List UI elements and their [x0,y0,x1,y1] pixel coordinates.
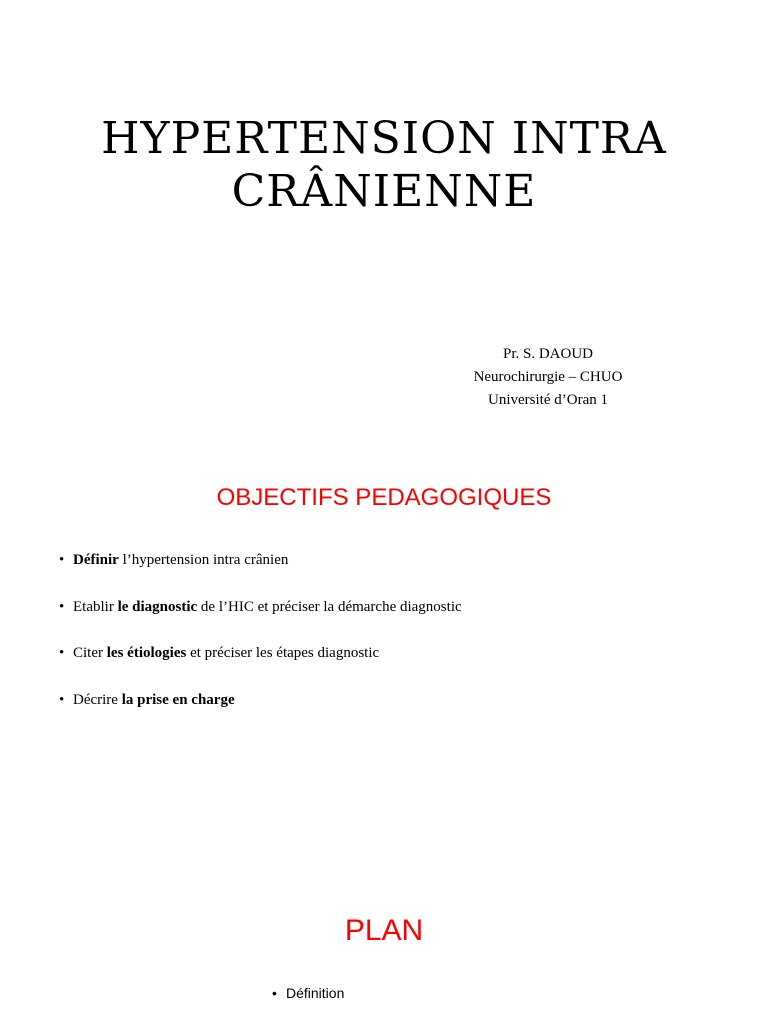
objective-text-bold: la prise en charge [121,691,235,708]
bullet-icon: • [59,645,65,661]
objective-text-bold: Définir [73,552,119,568]
bullet-icon: • [272,985,277,1001]
plan-item-label: Définition [286,985,345,1001]
objective-text-pre: Décrire [73,691,122,708]
bullet-icon: • [59,552,65,568]
objective-text-post: et préciser les étapes diagnostic [186,645,380,661]
plan-heading: PLAN [344,914,424,947]
objective-text-bold: le diagnostic [117,598,198,615]
title-line-1: HYPERTENSION INTRA [101,113,667,164]
title-line-2: CRÂNIENNE [231,166,537,217]
bullet-icon: • [59,691,65,708]
author-department: Neurochirurgie – CHUO [473,369,623,385]
author-block [440,343,656,412]
plan-item [272,983,344,1003]
plan-list [272,983,344,1003]
objective-item [59,549,462,596]
author-name: Pr. S. DAOUD [502,346,593,362]
bullet-icon: • [59,598,65,615]
objective-item [59,596,462,643]
document-title [0,112,768,218]
objective-text-pre: Etablir [73,598,118,615]
objective-item [59,642,462,689]
objective-text-post: de l’HIC et préciser la démarche diagnostic [197,598,462,615]
objectives-list [59,549,462,735]
objective-text-post: l’hypertension intra crânien [118,552,289,568]
objective-text-bold: les étiologies [106,645,187,661]
objective-text-pre: Citer [73,645,107,661]
objectives-heading: OBJECTIFS PEDAGOGIQUES [216,484,552,511]
objective-item [59,689,462,736]
author-university: Université d’Oran 1 [488,392,608,408]
